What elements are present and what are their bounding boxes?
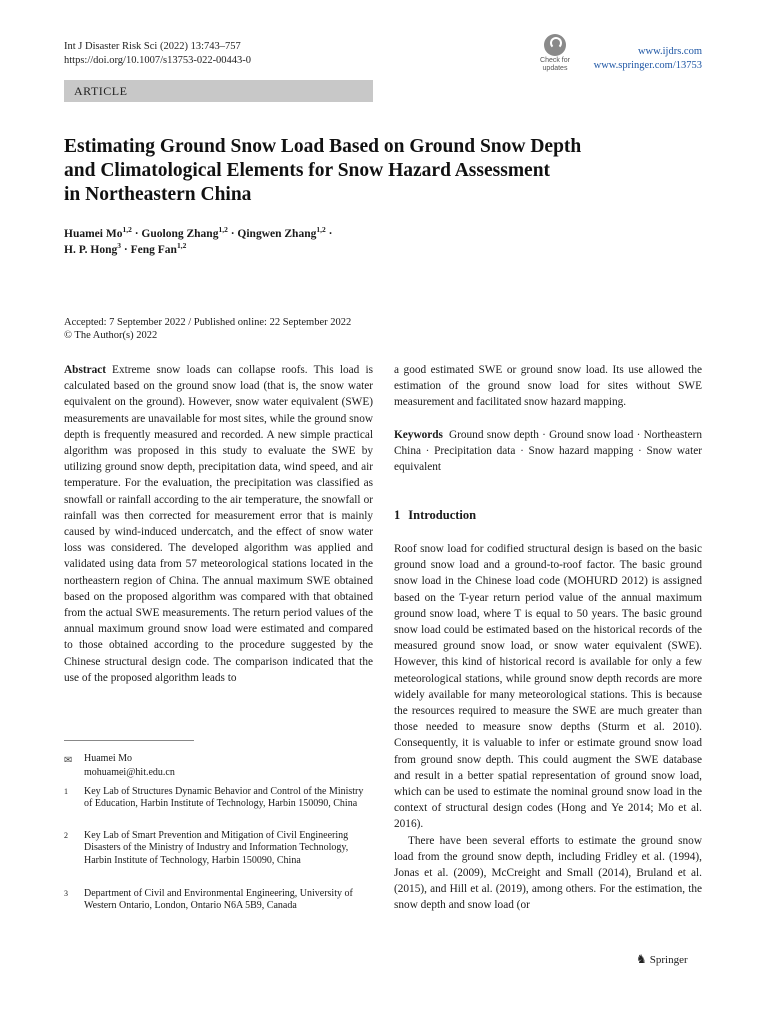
author-affiliation: 1,2 bbox=[316, 225, 326, 234]
affiliation-text: Key Lab of Smart Prevention and Mitigation of Civil Engineering Disasters of the Ministry of Industry and Information Technology, Harbin Institute of Technology, Harbin 150090, China bbox=[84, 830, 349, 866]
author-name[interactable]: Huamei Mo bbox=[64, 228, 123, 240]
footnote-divider bbox=[64, 740, 194, 741]
journal-url[interactable]: www.ijdrs.com bbox=[637, 46, 702, 57]
author-name[interactable]: H. P. Hong bbox=[64, 244, 118, 256]
author-list: Huamei Mo$^{1,2}$ · Guolong Zhang$^{1,2}$ · Qingwen Zhang$^{1,2}$ · H. P. Hong$^3$ · Feng Fan$^{1,2}$ bbox=[64, 225, 333, 256]
abstract-left bbox=[64, 362, 373, 686]
check-for-updates-icon bbox=[544, 34, 566, 56]
springer-horse-icon: ♞ bbox=[636, 952, 647, 966]
badge-line2: updates bbox=[542, 65, 568, 72]
author-affiliation: 3 bbox=[117, 241, 122, 250]
publication-dates bbox=[64, 316, 351, 342]
title-line: and Climatological Elements for Snow Hazard Assessment bbox=[64, 160, 551, 181]
introduction-body bbox=[394, 541, 702, 914]
section-title: Introduction bbox=[408, 508, 477, 522]
affiliation-text: Department of Civil and Environmental Engineering, University of Western Ontario, London, Ontario N6A 5B9, Canada bbox=[84, 888, 353, 912]
author-name[interactable]: Qingwen Zhang bbox=[237, 228, 317, 240]
affiliation-number: 3 bbox=[64, 889, 68, 898]
author-affiliation: 1,2 bbox=[218, 225, 228, 234]
section-number: 1 bbox=[394, 508, 401, 522]
abstract-label: Abstract bbox=[64, 364, 107, 376]
keywords bbox=[394, 427, 702, 476]
correspondence-name: Huamei Mo bbox=[84, 753, 133, 764]
keywords-label: Keywords bbox=[394, 429, 443, 441]
author-affiliation: 1,2 bbox=[176, 241, 187, 250]
publisher-name: Springer bbox=[649, 954, 688, 966]
author-affiliation: 1,2 bbox=[122, 225, 132, 234]
journal-citation: Int J Disaster Risk Sci (2022) 13:743–757 bbox=[64, 41, 241, 52]
abstract-right bbox=[394, 362, 702, 411]
intro-paragraph: There have been several efforts to estimate the ground snow load from the ground snow depth, including Fridley et al. (1994), Jonas et al. (2009), McCreight and Small (2014), Bruland et al. (2015), and Hill et al. (2019), among others. For the estimation, the snow depth and snow load (or bbox=[394, 834, 702, 912]
copyright-line: © The Author(s) 2022 bbox=[64, 330, 158, 341]
intro-paragraph: Roof snow load for codified structural design is based on the basic ground snow load and a ground-to-roof factor. The basic ground snow load in the Chinese load code (MOHURD 2012) is assigned based on the T-year return period value of the annual maximum ground snow load, where T is equal to 50 years. The basic ground snow load could be estimated based on the historical records of the measured ground snow load, or snow water equivalent (SWE). However, this kind of historical record is available for only a few meteorological stations, while ground snow depth records are more widely available for many meteorological stations. This is because the resources required to measure the SWE are much greater than those needed to measure snow depths (Sturm et al. 2010). Consequently, it is valuable to infer or estimate ground snow load from ground snow depth. This could augment the SWE database and result in a better spatial representation of ground snow load, which can be used to estimate the nominal ground snow load in the context of structural design codes (Hong and Ye 2014; Mo et al. 2016). bbox=[394, 543, 702, 831]
keywords-text: Ground snow depth · Ground snow load · Northeastern China · Precipitation data · Snow hazard mapping · Snow water equivalent bbox=[394, 429, 702, 474]
title-line: in Northeastern China bbox=[64, 184, 252, 205]
affiliation-number: 1 bbox=[64, 787, 68, 796]
author-name[interactable]: Guolong Zhang bbox=[141, 228, 219, 240]
affiliation-text: Key Lab of Structures Dynamic Behavior and Control of the Ministry of Education, Harbin Institute of Technology, Harbin 150090, China bbox=[84, 786, 364, 810]
badge-line1: Check for bbox=[540, 57, 570, 64]
correspondence-email[interactable]: mohuamei@hit.edu.cn bbox=[84, 767, 175, 778]
affiliation-number: 2 bbox=[64, 831, 68, 840]
springer-url[interactable]: www.springer.com/13753 bbox=[593, 60, 702, 71]
springer-logo bbox=[636, 952, 688, 966]
section-heading bbox=[394, 508, 484, 523]
article-label: ARTICLE bbox=[74, 84, 128, 98]
accepted-line: Accepted: 7 September 2022 / Published online: 22 September 2022 bbox=[64, 317, 352, 328]
check-for-updates-badge[interactable] bbox=[534, 34, 576, 76]
author-name[interactable]: Feng Fan bbox=[130, 244, 177, 256]
abstract-text: Extreme snow loads can collapse roofs. This load is calculated based on the ground snow load (that is, the snow water equivalent on the ground). However, snow water equivalent (SWE) measurements are unavailable for most sites, while the ground snow depth is frequently measured and recorded. A new simple practical algorithm was proposed in this study to evaluate the SWE by utilizing ground snow depth, precipitation data, wind speed, and air temperature. For the evaluation, the precipitation was classified as snowfall or rainfall according to the air temperature, the snowfall or rainfall was then corrected for measurement error that is mainly caused by wind-induced undercatch, and the effect of snow water loss was considered. The developed algorithm was applied and validated using data from 57 meteorological stations located in the northeastern region of China. The annual maximum SWE obtained based on the proposed algorithm was compared with that obtained from the actual SWE measurements. The return period values of the annual maximum ground snow load were estimated and compared to those obtained according to the procedure suggested by the Chinese structural design code. The comparison indicated that the use of the proposed algorithm leads to bbox=[64, 364, 373, 684]
doi-link[interactable]: https://doi.org/10.1007/s13753-022-00443-0 bbox=[64, 55, 252, 66]
title-line: Estimating Ground Snow Load Based on Ground Snow Depth bbox=[64, 136, 582, 157]
paper-title bbox=[64, 135, 664, 207]
envelope-icon: ✉ bbox=[64, 755, 73, 766]
abstract-continuation: a good estimated SWE or ground snow load. Its use allowed the estimation of the ground snow load for sites without SWE measurement and facilitated snow hazard mapping. bbox=[394, 364, 702, 409]
article-type-bar bbox=[64, 80, 373, 102]
